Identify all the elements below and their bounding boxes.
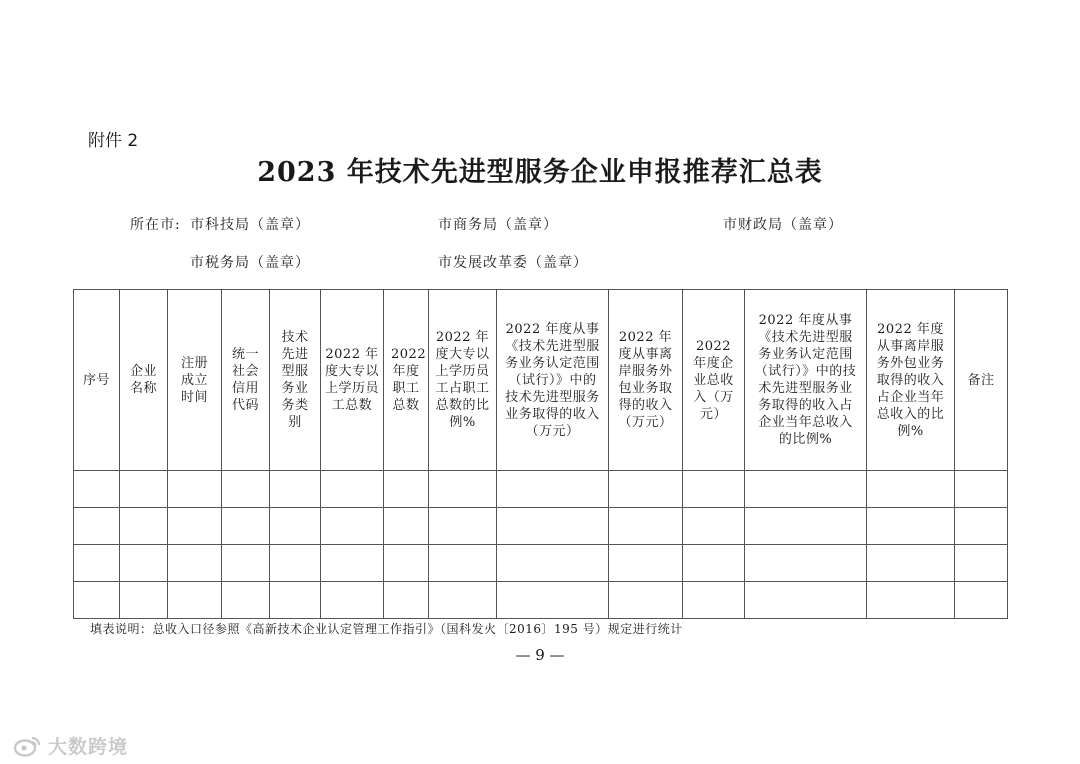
page-number: — 9 —: [515, 646, 565, 664]
table-cell[interactable]: [120, 508, 168, 545]
col-header-total-income: 2022 年度企业总收入（万元）: [683, 290, 745, 471]
table-cell[interactable]: [321, 582, 384, 619]
table-row: [74, 508, 1008, 545]
col-header-remarks: 备注: [955, 290, 1008, 471]
table-cell[interactable]: [120, 582, 168, 619]
table-cell[interactable]: [867, 471, 955, 508]
table-cell[interactable]: [497, 545, 609, 582]
table-cell[interactable]: [321, 471, 384, 508]
table-cell[interactable]: [497, 582, 609, 619]
attachment-label: 附件 2: [88, 131, 139, 151]
table-cell[interactable]: [955, 508, 1008, 545]
table-cell[interactable]: [270, 508, 321, 545]
table-cell[interactable]: [168, 508, 222, 545]
table-cell[interactable]: [609, 582, 683, 619]
table-row: [74, 582, 1008, 619]
form-instructions: 填表说明：总收入口径参照《高新技术企业认定管理工作指引》（国科发火〔2016〕195 号）规定进行统计: [90, 622, 683, 636]
table-cell[interactable]: [609, 545, 683, 582]
table-cell[interactable]: [270, 471, 321, 508]
table-cell[interactable]: [745, 508, 867, 545]
table-cell[interactable]: [497, 471, 609, 508]
table-cell[interactable]: [745, 471, 867, 508]
table-cell[interactable]: [321, 545, 384, 582]
sci-tech-bureau-seal: 市科技局（盖章）: [190, 217, 310, 233]
table-cell[interactable]: [609, 471, 683, 508]
table-cell[interactable]: [384, 508, 429, 545]
table-cell[interactable]: [955, 582, 1008, 619]
location-label: 所在市:: [130, 217, 181, 233]
table-cell[interactable]: [683, 582, 745, 619]
table-cell[interactable]: [497, 508, 609, 545]
table-cell[interactable]: [683, 508, 745, 545]
watermark-text: 大数跨境: [48, 736, 129, 758]
table-cell[interactable]: [745, 582, 867, 619]
table-cell[interactable]: [867, 508, 955, 545]
table-cell[interactable]: [384, 471, 429, 508]
table-cell[interactable]: [74, 582, 120, 619]
table-cell[interactable]: [867, 582, 955, 619]
watermark: [12, 732, 128, 759]
table-cell[interactable]: [384, 545, 429, 582]
finance-bureau-seal: 市财政局（盖章）: [723, 217, 843, 233]
col-header-college-staff-count: 2022 年度大专以上学历员工总数: [321, 290, 384, 471]
tax-bureau-seal: 市税务局（盖章）: [190, 255, 310, 271]
table-cell[interactable]: [120, 545, 168, 582]
commerce-bureau-seal: 市商务局（盖章）: [438, 217, 558, 233]
table-cell[interactable]: [683, 471, 745, 508]
table-cell[interactable]: [429, 582, 497, 619]
table-cell[interactable]: [222, 471, 270, 508]
table-cell[interactable]: [429, 545, 497, 582]
development-reform-commission-seal: 市发展改革委（盖章）: [438, 255, 588, 271]
table-cell[interactable]: [168, 582, 222, 619]
col-header-service-category: 技术先进型服务业务类别: [270, 290, 321, 471]
table-cell[interactable]: [74, 545, 120, 582]
table-cell[interactable]: [120, 471, 168, 508]
table-row: [74, 545, 1008, 582]
table-row: [74, 471, 1008, 508]
table-cell[interactable]: [429, 508, 497, 545]
col-header-company-name: 企业名称: [120, 290, 168, 471]
table-cell[interactable]: [74, 471, 120, 508]
table-cell[interactable]: [222, 545, 270, 582]
page-title: 2023 年技术先进型服务企业申报推荐汇总表: [257, 157, 823, 188]
table-cell[interactable]: [321, 508, 384, 545]
table-cell[interactable]: [745, 545, 867, 582]
table-cell[interactable]: [74, 508, 120, 545]
col-header-college-staff-ratio: 2022 年度大专以上学历员工占职工总数的比例%: [429, 290, 497, 471]
col-header-registration-date: 注册成立时间: [168, 290, 222, 471]
table-cell[interactable]: [222, 582, 270, 619]
table-cell[interactable]: [270, 582, 321, 619]
table-cell[interactable]: [168, 545, 222, 582]
table-cell[interactable]: [168, 471, 222, 508]
table-cell[interactable]: [955, 545, 1008, 582]
col-header-total-staff: 2022 年度职工总数: [384, 290, 429, 471]
table-cell[interactable]: [384, 582, 429, 619]
col-header-credit-code: 统一社会信用代码: [222, 290, 270, 471]
col-header-advanced-service-income-ratio: 2022 年度从事《技术先进型服务业务认定范围（试行）》中的技术先进型服务业务取得的收入占企业当年总收入的比例%: [745, 290, 867, 471]
col-header-advanced-service-income: 2022 年度从事《技术先进型服务业务认定范围（试行）》中的技术先进型服务业务取得的收入（万元）: [497, 290, 609, 471]
table-cell[interactable]: [955, 471, 1008, 508]
table-cell[interactable]: [222, 508, 270, 545]
table-cell[interactable]: [609, 508, 683, 545]
weibo-logo-icon: [12, 734, 42, 758]
col-header-offshore-income: 2022 年度从事离岸服务外包业务取得的收入（万元）: [609, 290, 683, 471]
summary-table: [73, 289, 1008, 619]
table-cell[interactable]: [429, 471, 497, 508]
table-cell[interactable]: [270, 545, 321, 582]
header-row: [74, 290, 1008, 471]
table-cell[interactable]: [683, 545, 745, 582]
table-cell[interactable]: [867, 545, 955, 582]
col-header-offshore-income-ratio: 2022 年度从事离岸服务外包业务取得的收入占企业当年总收入的比例%: [867, 290, 955, 471]
col-header-index: 序号: [74, 290, 120, 471]
